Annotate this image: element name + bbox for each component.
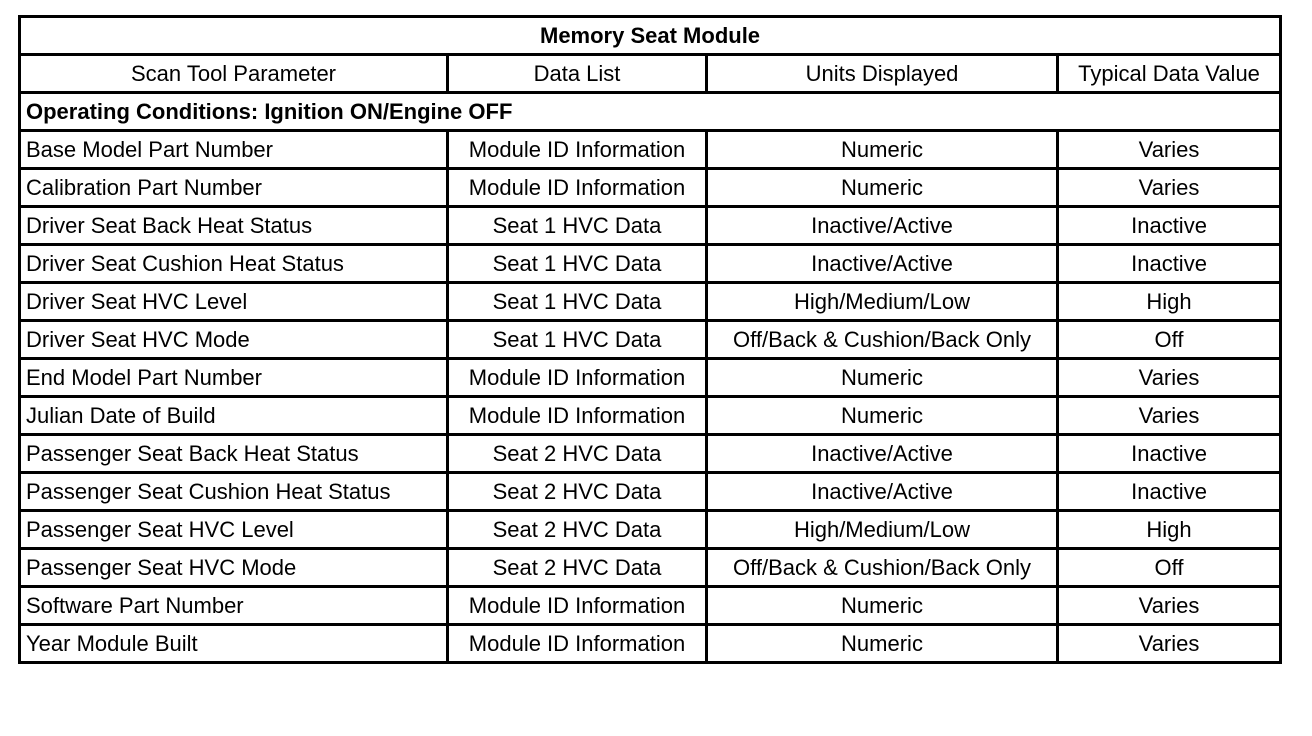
cell-units: Inactive/Active xyxy=(707,207,1058,245)
cell-data-list: Module ID Information xyxy=(448,131,707,169)
cell-parameter: Driver Seat HVC Mode xyxy=(20,321,448,359)
cell-units: Numeric xyxy=(707,169,1058,207)
cell-typical-value: Varies xyxy=(1058,131,1281,169)
table-row xyxy=(20,283,1281,321)
cell-typical-value: Inactive xyxy=(1058,473,1281,511)
cell-typical-value: High xyxy=(1058,283,1281,321)
table-row xyxy=(20,435,1281,473)
section-row xyxy=(20,93,1281,131)
cell-data-list: Seat 1 HVC Data xyxy=(448,283,707,321)
table-row xyxy=(20,587,1281,625)
cell-parameter: Passenger Seat HVC Mode xyxy=(20,549,448,587)
table-row xyxy=(20,207,1281,245)
cell-units: Numeric xyxy=(707,359,1058,397)
cell-units: Numeric xyxy=(707,587,1058,625)
cell-parameter: End Model Part Number xyxy=(20,359,448,397)
cell-units: High/Medium/Low xyxy=(707,511,1058,549)
cell-parameter: Passenger Seat Back Heat Status xyxy=(20,435,448,473)
table-row xyxy=(20,131,1281,169)
cell-parameter: Driver Seat HVC Level xyxy=(20,283,448,321)
cell-data-list: Seat 1 HVC Data xyxy=(448,321,707,359)
cell-units: Numeric xyxy=(707,131,1058,169)
cell-units: Inactive/Active xyxy=(707,473,1058,511)
cell-typical-value: Off xyxy=(1058,549,1281,587)
cell-units: Off/Back & Cushion/Back Only xyxy=(707,549,1058,587)
cell-units: Numeric xyxy=(707,625,1058,663)
cell-typical-value: Varies xyxy=(1058,359,1281,397)
cell-typical-value: Inactive xyxy=(1058,207,1281,245)
cell-typical-value: Varies xyxy=(1058,169,1281,207)
cell-parameter: Base Model Part Number xyxy=(20,131,448,169)
cell-units: Inactive/Active xyxy=(707,435,1058,473)
table-row xyxy=(20,321,1281,359)
cell-data-list: Seat 2 HVC Data xyxy=(448,511,707,549)
cell-typical-value: High xyxy=(1058,511,1281,549)
column-header-parameter: Scan Tool Parameter xyxy=(20,55,448,93)
column-header-row xyxy=(20,55,1281,93)
title-row xyxy=(20,17,1281,55)
table-row xyxy=(20,473,1281,511)
cell-units: Off/Back & Cushion/Back Only xyxy=(707,321,1058,359)
cell-data-list: Module ID Information xyxy=(448,625,707,663)
cell-units: Inactive/Active xyxy=(707,245,1058,283)
cell-typical-value: Varies xyxy=(1058,625,1281,663)
cell-parameter: Passenger Seat Cushion Heat Status xyxy=(20,473,448,511)
cell-parameter: Driver Seat Cushion Heat Status xyxy=(20,245,448,283)
cell-data-list: Module ID Information xyxy=(448,587,707,625)
cell-parameter: Calibration Part Number xyxy=(20,169,448,207)
column-header-data-list: Data List xyxy=(448,55,707,93)
table-row xyxy=(20,245,1281,283)
cell-parameter: Year Module Built xyxy=(20,625,448,663)
cell-data-list: Module ID Information xyxy=(448,359,707,397)
cell-typical-value: Varies xyxy=(1058,587,1281,625)
memory-seat-module-table xyxy=(18,15,1282,664)
table-row xyxy=(20,397,1281,435)
table-body xyxy=(20,131,1281,663)
cell-data-list: Module ID Information xyxy=(448,169,707,207)
cell-data-list: Seat 2 HVC Data xyxy=(448,549,707,587)
cell-typical-value: Inactive xyxy=(1058,245,1281,283)
cell-parameter: Driver Seat Back Heat Status xyxy=(20,207,448,245)
cell-parameter: Software Part Number xyxy=(20,587,448,625)
column-header-typical-value: Typical Data Value xyxy=(1058,55,1281,93)
table-row xyxy=(20,359,1281,397)
cell-units: Numeric xyxy=(707,397,1058,435)
table-row xyxy=(20,549,1281,587)
cell-data-list: Seat 1 HVC Data xyxy=(448,207,707,245)
cell-units: High/Medium/Low xyxy=(707,283,1058,321)
cell-data-list: Seat 1 HVC Data xyxy=(448,245,707,283)
cell-typical-value: Off xyxy=(1058,321,1281,359)
operating-conditions-label: Operating Conditions: Ignition ON/Engine OFF xyxy=(20,93,1281,131)
cell-data-list: Seat 2 HVC Data xyxy=(448,435,707,473)
column-header-units: Units Displayed xyxy=(707,55,1058,93)
cell-data-list: Module ID Information xyxy=(448,397,707,435)
table-row xyxy=(20,511,1281,549)
cell-parameter: Julian Date of Build xyxy=(20,397,448,435)
cell-typical-value: Inactive xyxy=(1058,435,1281,473)
cell-typical-value: Varies xyxy=(1058,397,1281,435)
table-row xyxy=(20,625,1281,663)
table-title: Memory Seat Module xyxy=(20,17,1281,55)
cell-parameter: Passenger Seat HVC Level xyxy=(20,511,448,549)
cell-data-list: Seat 2 HVC Data xyxy=(448,473,707,511)
table-row xyxy=(20,169,1281,207)
